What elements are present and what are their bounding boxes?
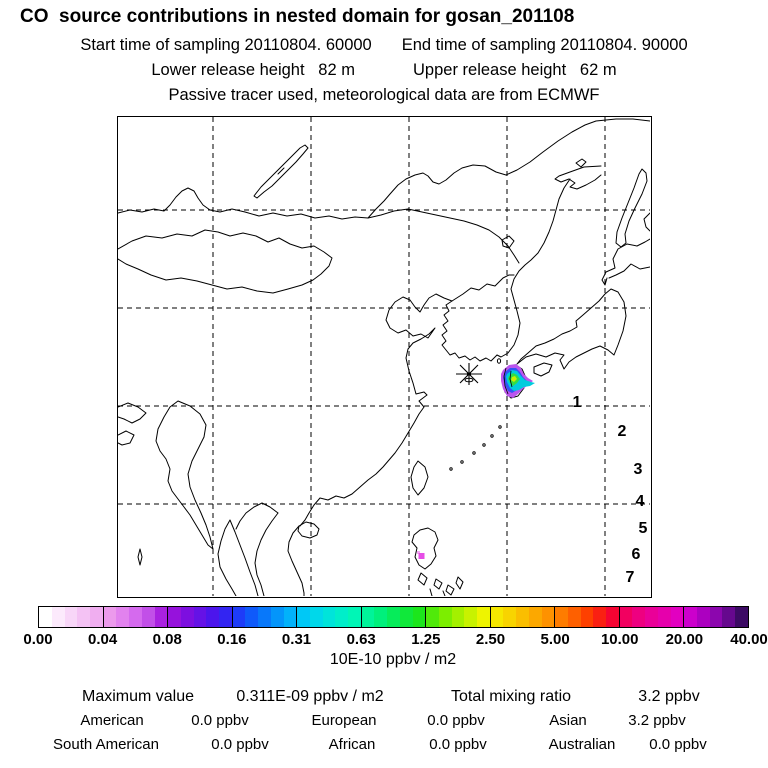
region-label: American [80,712,144,729]
colorbar-tick-label: 2.50 [475,631,506,648]
colorbar-tick-label: 0.04 [88,631,118,648]
colorbar-cell [297,607,310,627]
colorbar-segment [683,606,749,628]
colorbar-cell [284,607,297,627]
colorbar-cell [645,607,658,627]
trajectory-day-label: 6 [631,546,641,563]
colorbar-cell [658,607,671,627]
colorbar-tick-label: 10.00 [600,631,639,648]
colorbar-cell [245,607,258,627]
maximum-value: 0.311E-09 ppbv / m2 [236,688,384,705]
region-value: 0.0 ppbv [429,736,487,753]
colorbar-segment [167,606,233,628]
colorbar-tick-label: 0.00 [23,631,53,648]
colorbar-segment [490,606,556,628]
colorbar-cell [555,607,568,627]
colorbar-segment [619,606,685,628]
colorbar-cell [452,607,465,627]
colorbar-cell [710,607,723,627]
colorbar-segment [425,606,491,628]
colorbar-cell [632,607,645,627]
region-label: Australian [548,736,616,753]
colorbar-cell [722,607,735,627]
colorbar-tick-label: 0.16 [217,631,247,648]
colorbar-cell [400,607,413,627]
release-height-line [0,61,768,80]
colorbar-cell [181,607,194,627]
colorbar-cell [581,607,594,627]
colorbar-segment [361,606,427,628]
colorbar-tick-label: 0.31 [281,631,312,648]
colorbar-cell [477,607,490,627]
colorbar-cell [39,607,52,627]
upper-release-text: Upper release height 62 m [413,61,617,79]
end-time-text: End time of sampling 20110804. 90000 [401,36,688,54]
colorbar-cell [335,607,348,627]
colorbar-cell [323,607,336,627]
trajectory-day-label: 5 [638,520,648,537]
colorbar-tick-label: 20.00 [665,631,704,648]
colorbar-cell [387,607,400,627]
colorbar-cell [542,607,555,627]
colorbar-cell [90,607,103,627]
region-value: 0.0 ppbv [649,736,707,753]
colorbar [38,606,749,628]
region-value: 3.2 ppbv [628,712,686,729]
trajectory-day-label: 4 [635,493,645,510]
colorbar-cell [77,607,90,627]
sampling-time-line [0,36,768,55]
trajectory-day-label: 7 [625,569,635,586]
colorbar-cell [606,607,619,627]
region-value: 0.0 ppbv [211,736,269,753]
colorbar-cell [52,607,65,627]
colorbar-segment [554,606,620,628]
colorbar-segment [232,606,298,628]
colorbar-cell [219,607,232,627]
region-value: 0.0 ppbv [191,712,249,729]
colorbar-cell [568,607,581,627]
start-time-text: Start time of sampling 20110804. 60000 [80,36,372,54]
tracer-text: Passive tracer used, meteorological data are from ECMWF [168,86,600,104]
colorbar-cell [426,607,439,627]
colorbar-cell [104,607,117,627]
colorbar-segment [103,606,169,628]
total-mixing-ratio-value: 3.2 ppbv [638,688,700,705]
colorbar-tick-label: 0.63 [346,631,376,648]
page-title: CO source contributions in nested domain for gosan_201108 [20,6,575,27]
colorbar-cell [464,607,477,627]
colorbar-segment [38,606,104,628]
map-panel [117,116,652,598]
maximum-value-label: Maximum value [81,688,195,705]
colorbar-cell [697,607,710,627]
region-label: African [328,736,376,753]
colorbar-cell [142,607,155,627]
colorbar-cell [271,607,284,627]
colorbar-cell [620,607,633,627]
region-label: European [311,712,377,729]
colorbar-cell [155,607,168,627]
graticule [118,117,650,596]
colorbar-cell [516,607,529,627]
colorbar-cell [206,607,219,627]
colorbar-tick-label: 1.25 [411,631,441,648]
colorbar-cell [233,607,246,627]
colorbar-cell [258,607,271,627]
region-label: South American [53,736,159,753]
colorbar-cell [735,607,748,627]
small-islands [450,359,501,470]
coastlines [118,119,650,596]
colorbar-cell [168,607,181,627]
trajectory-day-label: 2 [617,423,627,440]
colorbar-tick-label: 0.08 [152,631,182,648]
plume-contour-blob [501,364,535,398]
colorbar-cell [194,607,207,627]
colorbar-cell [413,607,426,627]
colorbar-cell [593,607,606,627]
colorbar-tick-label: 40.00 [730,631,768,648]
colorbar-cell [684,607,697,627]
colorbar-cell [116,607,129,627]
colorbar-cell [529,607,542,627]
colorbar-cell [348,607,361,627]
tracer-info-line [0,86,768,105]
colorbar-segment [296,606,362,628]
trajectory-day-label: 3 [633,461,643,478]
colorbar-unit-label: 10E-10 ppbv / m2 [329,651,457,668]
colorbar-cell [374,607,387,627]
magenta-release-dot [417,551,425,559]
colorbar-cell [439,607,452,627]
map-canvas [118,117,650,596]
receptor-star-icon [456,363,482,385]
colorbar-tick-label: 5.00 [540,631,570,648]
trajectory-day-label: 1 [572,394,582,411]
colorbar-cell [129,607,142,627]
lower-release-text: Lower release height 82 m [151,61,355,79]
colorbar-cell [310,607,323,627]
region-value: 0.0 ppbv [427,712,485,729]
colorbar-cell [65,607,78,627]
colorbar-cell [503,607,516,627]
colorbar-cell [671,607,684,627]
colorbar-cell [491,607,504,627]
total-mixing-ratio-label: Total mixing ratio [450,688,572,705]
colorbar-cell [362,607,375,627]
region-label: Asian [549,712,587,729]
